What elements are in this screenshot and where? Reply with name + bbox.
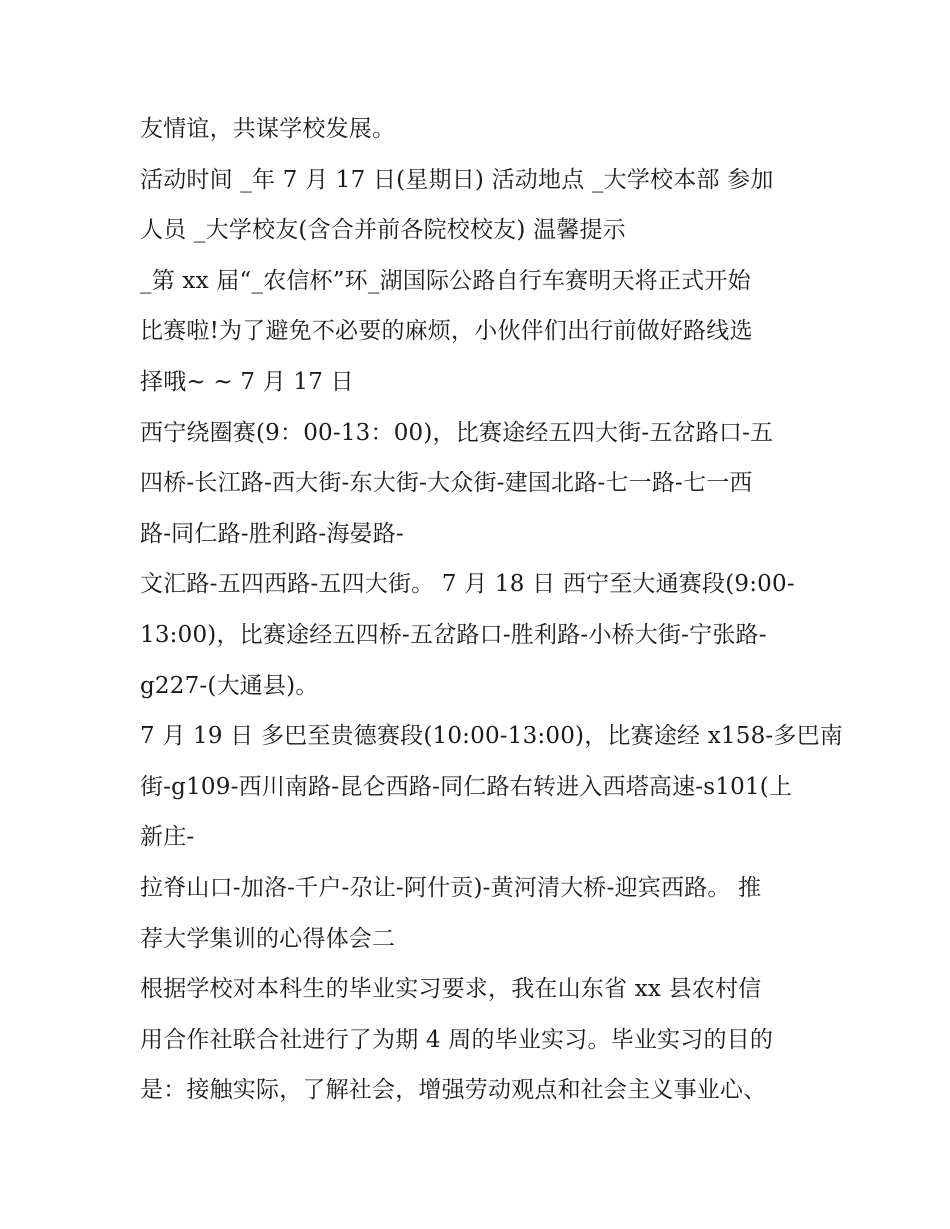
text-line: 新庄- [140,824,195,851]
text-line: 友情谊，共谋学校发展。 [140,116,396,142]
text-line: 路-同仁路-胜利路-海晏路- [140,520,404,547]
text-line: 荐大学集训的心得体会二 [140,925,396,952]
text-line: 13:00)，比赛途经五四桥-五岔路口-胜利路-小桥大街-宁张路- [140,621,767,648]
body-text [140,104,843,1116]
text-line: g227-(大通县)。 [140,672,319,699]
text-line: 西宁绕圈赛(9：00-13：00)，比赛途经五四大街-五岔路口-五 [140,419,774,446]
text-line: 根据学校对本科生的毕业实习要求，我在山东省 xx 县农村信 [140,976,762,1003]
text-line: 文汇路-五四西路-五四大街。 7 月 18 日 西宁至大通赛段(9:00- [140,571,795,598]
text-line: 拉脊山口-加洛-千户-尕让-阿什贡)-黄河清大桥-迎宾西路。 推 [140,874,762,901]
text-line: 四桥-长江路-西大街-东大街-大众街-建国北路-七一路-七一西 [140,470,753,497]
text-line: 活动时间 _年 7 月 17 日(星期日) 活动地点 _大学校本部 参加 [140,166,774,193]
text-line: 7 月 19 日 多巴至贵德赛段(10:00-13:00)，比赛途经 x158-多巴南 [140,723,843,750]
text-line: 择哦~ ~ 7 月 17 日 [140,368,354,395]
text-line: 用合作社联合社进行了为期 4 周的毕业实习。毕业实习的目的 [140,1026,774,1053]
text-line: _第 xx 届“_农信杯”环_湖国际公路自行车赛明天将正式开始 [140,267,751,294]
text-line: 街-g109-西川南路-昆仑西路-同仁路右转进入西塔高速-s101(上 [140,773,793,800]
text-line: 比赛啦!为了避免不必要的麻烦，小伙伴们出行前做好路线选 [140,318,753,345]
text-line: 是：接触实际，了解社会，增强劳动观点和社会主义事业心、 [140,1077,767,1104]
text-line: 人员 _大学校友(含合并前各院校校友) 温馨提示 [140,217,626,244]
